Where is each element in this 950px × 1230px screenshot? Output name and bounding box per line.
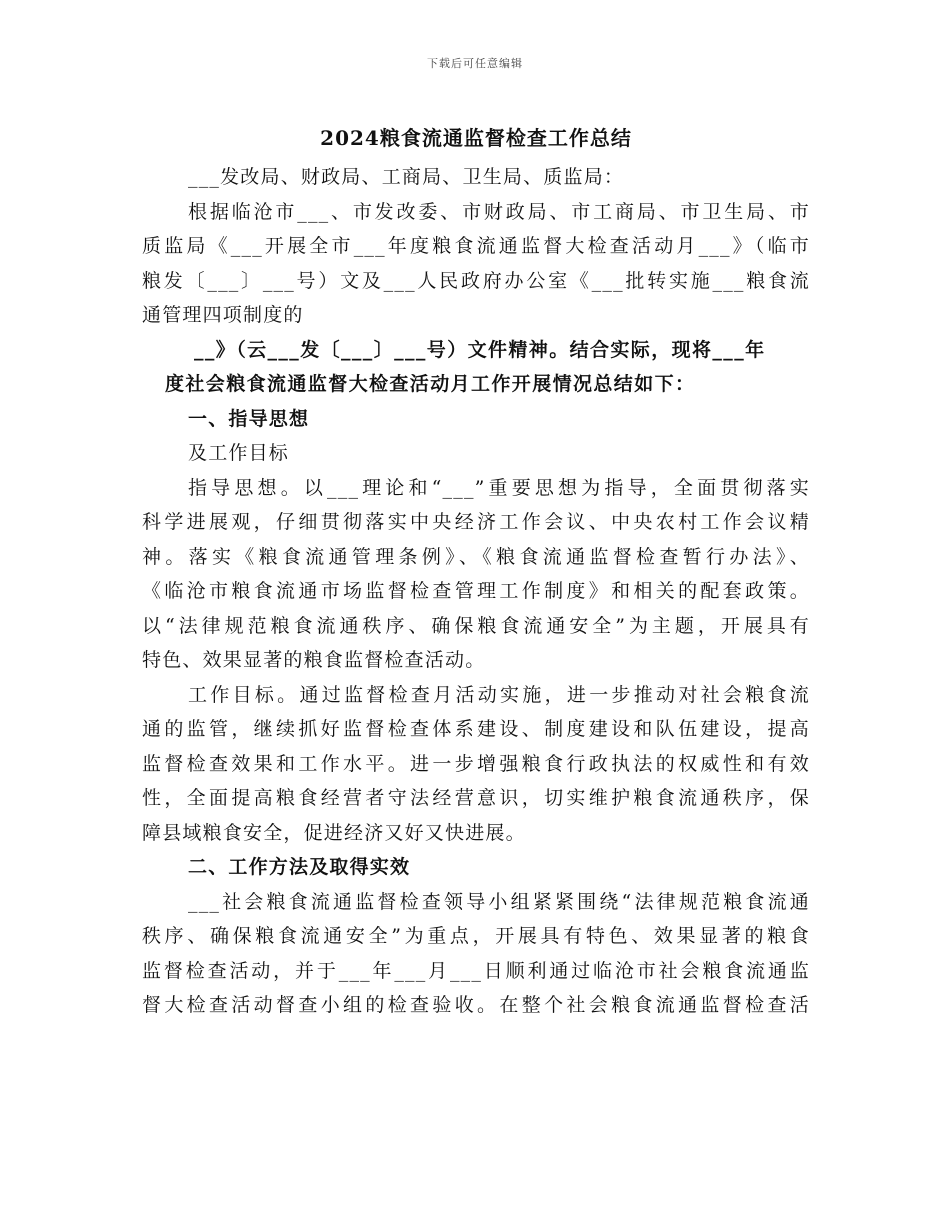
paragraph-work-goal [142,678,810,851]
bold-line: 度社会粮食流通监督大检查活动月工作开展情况总结如下： [165,373,696,395]
addressee-line: ___发改局、财政局、工商局、卫生局、质监局： [188,166,625,188]
bold-paragraph [142,333,810,402]
paragraph-line: ___社会粮食流通监督检查领导小组紧紧围绕“法律规范粮食流通 [188,890,810,913]
paragraph-line: 根据临沧市___、市发改委、市财政局、市工商局、市卫生局、市 [188,200,810,223]
paragraph-guiding-thought [142,471,810,678]
paragraph-line: 神。落实《粮食流通管理条例》、《粮食流通监督检查暂行办法》、 [142,545,810,568]
paragraph-line: 质监局《___开展全市___年度粮食流通监督大检查活动月___》（临市 [142,235,810,257]
bold-line: __》（云___发〔___〕___号）文件精神。结合实际，现将___年 [194,338,766,361]
paragraph-line: 通管理四项制度的 [142,304,304,326]
document-title: 2024粮食流通监督检查工作总结 [320,126,632,150]
paragraph-line: 秩序、确保粮食流通安全”为重点，开展具有特色、效果显著的粮食 [142,925,810,947]
section-heading-1: 一、指导思想 [188,407,310,430]
section-heading-1-continuation: 及工作目标 [188,442,290,464]
header-note: 下载后可任意编辑 [427,57,523,70]
paragraph-line: 监督检查效果和工作水平。进一步增强粮食行政执法的权威性和有效 [142,752,810,775]
paragraph-line: 特色、效果显著的粮食监督检查活动。 [142,649,486,671]
paragraph-line: 科学进展观，仔细贯彻落实中央经济工作会议、中央农村工作会议精 [142,511,810,533]
paragraph-methods [142,885,810,1023]
paragraph-line: 以“法律规范粮食流通秩序、确保粮食流通安全”为主题，开展具有 [142,614,810,637]
paragraph-line: 指导思想。以___理论和“___”重要思想为指导，全面贯彻落实 [188,476,810,499]
section-heading-2: 二、工作方法及取得实效 [188,856,411,878]
paragraph-line: 性，全面提高粮食经营者守法经营意识，切实维护粮食流通秩序，保 [142,787,810,809]
paragraph-line: 监督检查活动，并于___年___月___日顺利通过临沧市社会粮食流通监 [142,959,810,982]
paragraph-line: 粮发〔___〕___号）文及___人民政府办公室《___批转实施___粮食流 [142,269,810,292]
paragraph-line: 工作目标。通过监督检查月活动实施，进一步推动对社会粮食流 [188,683,810,706]
paragraph-line: 通的监管，继续抓好监督检查体系建设、制度建设和队伍建设，提高 [142,718,810,740]
document-body [142,122,810,1023]
paragraph-line: 督大检查活动督查小组的检查验收。在整个社会粮食流通监督检查活 [142,994,810,1016]
paragraph-line: 障县域粮食安全，促进经济又好又快进展。 [142,821,526,844]
paragraph-basis [142,195,810,333]
paragraph-line: 《临沧市粮食流通市场监督检查管理工作制度》和相关的配套政策。 [142,580,810,602]
